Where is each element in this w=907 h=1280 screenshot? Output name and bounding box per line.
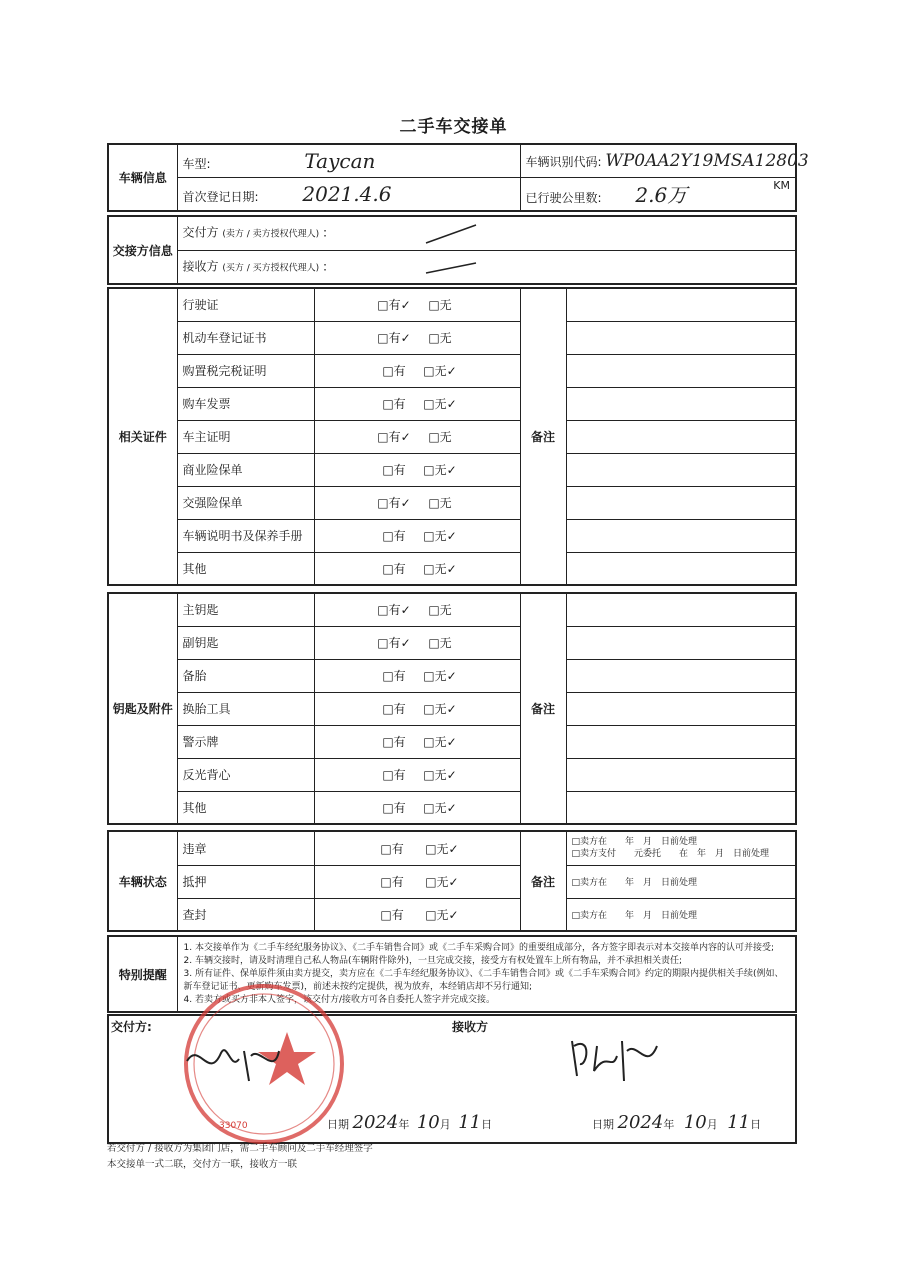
docs-item-options [314, 519, 520, 552]
docs-item-options [314, 288, 520, 321]
reminder-line: 1. 本交接单作为《二手车经纪服务协议》、《二手车销售合同》或《二手车采购合同》的重要组成部分，各方签字即表示对本交接单内容的认可并接受; [183, 942, 774, 953]
option-yes[interactable]: □有 [382, 463, 406, 477]
giver-cell [177, 216, 796, 250]
giver-colon: : [322, 225, 327, 240]
giver-date: 日期 2024年 10月 11日 [327, 1112, 493, 1133]
docs-item-name: 车主证明 [177, 420, 314, 453]
violation-note-1: □卖方在 年 月 日前处理 [571, 837, 698, 848]
option-no[interactable]: □无 [428, 331, 452, 345]
receiver-date: 日期 2024年 10月 11日 [592, 1112, 762, 1133]
footer-line-2: 本交接单一式二联，交付方一联，接收方一联 [107, 1159, 298, 1170]
mileage-cell [520, 177, 796, 211]
receiver-date-year: 2024 [617, 1112, 664, 1133]
model-value: Taycan [304, 148, 376, 173]
option-no[interactable]: □无 [428, 636, 452, 650]
receiver-date-month: 10 [683, 1112, 707, 1133]
status-remark-label: 备注 [520, 831, 566, 931]
option-yes[interactable]: □有 [380, 841, 404, 856]
keys-item-name: 反光背心 [177, 758, 314, 791]
footer-line-1: 若交付方 / 接收方为集团门店，需二手车顾问及二手车经理签字 [107, 1143, 373, 1154]
docs-remark-cell[interactable] [566, 519, 796, 552]
docs-item-options [314, 420, 520, 453]
docs-item-name: 购车发票 [177, 387, 314, 420]
keys-remark-cell[interactable] [566, 791, 796, 824]
option-no[interactable]: □无 [428, 430, 452, 444]
keys-item-name: 换胎工具 [177, 692, 314, 725]
option-no-checked[interactable]: □无✓ [423, 463, 457, 477]
giver-label: 交付方 [182, 225, 219, 240]
receiver-sign-cell [452, 1015, 796, 1143]
receiver-date-label: 日期 [592, 1118, 614, 1131]
option-no-checked[interactable]: □无✓ [423, 397, 457, 411]
docs-remark-cell[interactable] [566, 486, 796, 519]
option-yes[interactable]: □有 [382, 397, 406, 411]
option-yes[interactable]: □有 [382, 702, 406, 716]
giver-signature-icon [179, 1031, 289, 1091]
seal-number: 33070 [219, 1121, 248, 1131]
reminder-line: 3. 所有证件、保单原件须由卖方提交，卖方应在《二手车经纪服务协议》、《二手车销售合同》或《二手车采购合同》约定的期限内提供相关手续(例如、新车登记证书、更新购车发票)，前述未按约定提供，视为放弃，本经销店却不另行通知; [183, 968, 784, 992]
reminders-section-label: 特别提醒 [108, 936, 177, 1012]
violation-note [566, 831, 796, 865]
option-no-checked[interactable]: □无✓ [423, 561, 457, 576]
keys-remark-cell[interactable] [566, 725, 796, 758]
giver-date-year: 2024 [352, 1112, 399, 1133]
keys-item-options [314, 626, 520, 659]
keys-remark-label: 备注 [520, 593, 566, 824]
status-item-options [314, 831, 520, 865]
status-item-options [314, 865, 520, 898]
option-no[interactable]: □无 [428, 496, 452, 510]
reg-date-value: 2021.4.6 [302, 181, 392, 206]
docs-item-options [314, 354, 520, 387]
receiver-label: 接收方 [182, 259, 219, 274]
option-yes-checked[interactable]: □有✓ [377, 298, 411, 313]
docs-item-options [314, 453, 520, 486]
docs-remark-label: 备注 [520, 288, 566, 585]
docs-item-options [314, 486, 520, 519]
keys-item-options [314, 758, 520, 791]
docs-item-name: 行驶证 [177, 288, 314, 321]
keys-item-options [314, 791, 520, 824]
parties-table [107, 215, 797, 285]
receiver-date-day: 11 [727, 1112, 751, 1133]
option-yes[interactable]: □有 [382, 529, 406, 543]
reg-date-cell [177, 177, 520, 211]
docs-item-name: 车辆说明书及保养手册 [177, 519, 314, 552]
parties-section-label: 交接方信息 [108, 216, 177, 284]
receiver-note: (买方 / 买方授权代理人) [222, 263, 320, 274]
option-no-checked[interactable]: □无✓ [425, 907, 459, 922]
option-yes-checked[interactable]: □有✓ [377, 603, 411, 618]
reg-date-label: 首次登记日期: [182, 189, 259, 204]
docs-remark-cell[interactable] [566, 288, 796, 321]
docs-remark-cell[interactable] [566, 420, 796, 453]
model-cell [177, 144, 520, 177]
option-yes[interactable]: □有 [382, 561, 406, 576]
option-no-checked[interactable]: □无✓ [423, 364, 457, 378]
option-yes[interactable]: □有 [382, 669, 406, 683]
docs-item-options [314, 387, 520, 420]
vin-cell [520, 144, 809, 177]
option-yes[interactable]: □有 [380, 875, 404, 889]
keys-item-name: 警示牌 [177, 725, 314, 758]
option-yes-checked[interactable]: □有✓ [377, 636, 411, 650]
status-item-name: 抵押 [177, 865, 314, 898]
docs-remark-cell[interactable] [566, 453, 796, 486]
option-yes[interactable]: □有 [382, 735, 406, 749]
seizure-note: □卖方在 年 月 日前处理 [566, 898, 796, 931]
handwritten-slash-icon [421, 221, 481, 245]
keys-item-name: 主钥匙 [177, 593, 314, 626]
giver-sign-label: 交付方: [111, 1020, 152, 1034]
option-no-checked[interactable]: □无✓ [423, 669, 457, 683]
docs-item-name: 机动车登记证书 [177, 321, 314, 354]
docs-section-label: 相关证件 [108, 288, 177, 585]
keys-item-name: 备胎 [177, 659, 314, 692]
option-no-checked[interactable]: □无✓ [425, 875, 459, 889]
keys-remark-cell[interactable] [566, 626, 796, 659]
docs-remark-cell[interactable] [566, 354, 796, 387]
option-no[interactable]: □无 [428, 298, 452, 313]
option-no[interactable]: □无 [428, 603, 452, 618]
vehicle-section-label: 车辆信息 [108, 144, 177, 211]
option-no-checked[interactable]: □无✓ [423, 702, 457, 716]
keys-remark-cell[interactable] [566, 758, 796, 791]
handwritten-slash-icon [421, 255, 481, 279]
option-no-checked[interactable]: □无✓ [423, 768, 457, 782]
option-no-checked[interactable]: □无✓ [423, 735, 457, 749]
option-yes[interactable]: □有 [380, 907, 404, 922]
model-label: 车型: [182, 156, 211, 171]
docs-item-name: 购置税完税证明 [177, 354, 314, 387]
keys-table [107, 592, 797, 825]
status-table [107, 830, 797, 932]
mileage-label: 已行驶公里数: [525, 191, 602, 206]
page-title: 二手车交接单 [399, 117, 508, 137]
docs-item-options [314, 321, 520, 354]
option-yes[interactable]: □有 [382, 364, 406, 378]
option-yes-checked[interactable]: □有✓ [377, 496, 411, 510]
receiver-cell [177, 250, 796, 284]
option-no-checked[interactable]: □无✓ [423, 529, 457, 543]
status-section-label: 车辆状态 [108, 831, 177, 931]
vin-label: 车辆识别代码: [525, 154, 602, 169]
signatures-table [107, 1014, 797, 1144]
docs-remark-cell[interactable] [566, 387, 796, 420]
keys-item-options [314, 659, 520, 692]
docs-item-name: 其他 [177, 552, 314, 585]
keys-remark-cell[interactable] [566, 692, 796, 725]
keys-item-name: 副钥匙 [177, 626, 314, 659]
docs-remark-cell[interactable] [566, 552, 796, 585]
mileage-unit: KM [773, 179, 790, 193]
option-yes-checked[interactable]: □有✓ [377, 331, 411, 345]
option-yes-checked[interactable]: □有✓ [377, 430, 411, 444]
giver-date-day: 11 [458, 1112, 482, 1133]
receiver-colon: : [322, 259, 327, 274]
keys-remark-cell[interactable] [566, 593, 796, 626]
giver-note: (卖方 / 卖方授权代理人) [222, 229, 320, 240]
receiver-sign-label: 接收方 [452, 1020, 489, 1034]
vin-value: WP0AA2Y19MSA12803 [605, 150, 809, 171]
status-item-name: 查封 [177, 898, 314, 931]
documents-table [107, 287, 797, 586]
violation-note-2: □卖方支付 元委托 在 年 月 日前处理 [571, 849, 770, 860]
reminder-line: 4. 若卖方或买方非本人签字，该交付方/接收方可各自委托人签字并完成交接。 [183, 994, 495, 1005]
keys-item-options [314, 593, 520, 626]
mortgage-note: □卖方在 年 月 日前处理 [566, 865, 796, 898]
keys-item-name: 其他 [177, 791, 314, 824]
keys-remark-cell[interactable] [566, 659, 796, 692]
status-item-name: 违章 [177, 831, 314, 865]
keys-section-label: 钥匙及附件 [108, 593, 177, 824]
docs-item-name: 交强险保单 [177, 486, 314, 519]
mileage-value: 2.6万 [635, 183, 688, 208]
keys-item-options [314, 692, 520, 725]
option-no-checked[interactable]: □无✓ [425, 841, 459, 856]
reminders-table [107, 935, 797, 1013]
reminder-line: 2. 车辆交接时，请及时清理自己私人物品(车辆附件除外)，一旦完成交接，接受方有权处置车上所有物品，并不承担相关责任; [183, 955, 683, 966]
giver-date-label: 日期 [327, 1118, 349, 1131]
giver-date-month: 10 [416, 1112, 440, 1133]
keys-item-options [314, 725, 520, 758]
status-item-options [314, 898, 520, 931]
option-yes[interactable]: □有 [382, 800, 406, 815]
docs-item-options [314, 552, 520, 585]
vehicle-info-table [107, 143, 809, 212]
option-yes[interactable]: □有 [382, 768, 406, 782]
option-no-checked[interactable]: □无✓ [423, 800, 457, 815]
docs-remark-cell[interactable] [566, 321, 796, 354]
reminders-text [177, 936, 796, 1012]
docs-item-name: 商业险保单 [177, 453, 314, 486]
receiver-signature-icon [562, 1026, 672, 1086]
